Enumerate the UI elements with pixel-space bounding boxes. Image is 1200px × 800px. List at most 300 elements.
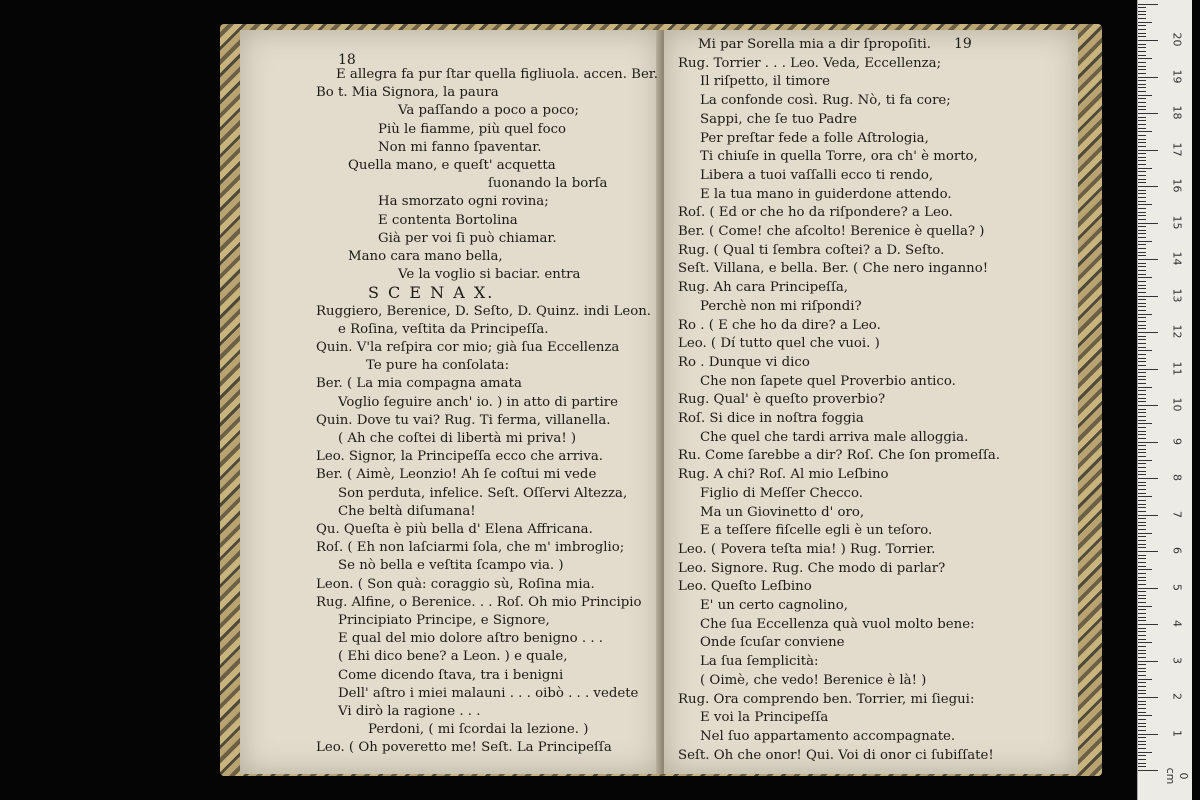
left-page-line: Leo. ( Oh poveretto me! Seſt. La Principeſſa <box>316 740 612 756</box>
ruler-tick <box>1138 47 1146 48</box>
left-page-line: Già per voi ſi può chiamar. <box>378 230 557 246</box>
left-page-line: Non mi fanno ſpaventar. <box>378 139 542 155</box>
ruler-tick <box>1138 325 1146 326</box>
right-page-line: E voi la Principeſſa <box>700 710 829 726</box>
measurement-ruler <box>1137 0 1192 800</box>
right-page-line: Il riſpetto, il timore <box>700 74 830 90</box>
ruler-tick <box>1138 719 1146 720</box>
ruler-tick <box>1138 160 1146 161</box>
ruler-tick <box>1138 726 1146 727</box>
ruler-tick <box>1138 361 1146 362</box>
ruler-tick <box>1138 150 1158 151</box>
right-page-line: Rug. ( Qual ti ſembra coſtei? a D. Seſto. <box>678 242 945 258</box>
ruler-label: 14 <box>1170 251 1184 266</box>
ruler-label: 8 <box>1170 474 1184 481</box>
ruler-label: 6 <box>1170 547 1184 554</box>
ruler-tick <box>1138 723 1146 724</box>
ruler-tick <box>1138 387 1152 388</box>
ruler-tick <box>1138 336 1146 337</box>
ruler-tick <box>1138 51 1146 52</box>
ruler-tick <box>1138 215 1146 216</box>
ruler-tick <box>1138 595 1146 596</box>
ruler-tick <box>1138 493 1146 494</box>
left-page-line: ſuonando la borſa <box>488 176 608 192</box>
ruler-tick <box>1138 128 1146 129</box>
ruler-tick <box>1138 171 1146 172</box>
left-page-line: Son perduta, infelice. Seſt. Oſſervi Altezza, <box>338 485 628 501</box>
ruler-tick <box>1138 551 1158 552</box>
ruler-tick <box>1138 609 1146 610</box>
ruler-tick <box>1138 347 1146 348</box>
ruler-tick <box>1138 704 1146 705</box>
ruler-tick <box>1138 190 1146 191</box>
ruler-tick <box>1138 730 1146 731</box>
ruler-tick <box>1138 321 1146 322</box>
left-page-line: Quella mano, e queſt' acquetta <box>348 158 556 173</box>
right-page-line: Rug. Torrier . . . Leo. Veda, Eccellenza; <box>678 55 942 71</box>
ruler-tick <box>1138 219 1146 220</box>
ruler-tick <box>1138 452 1146 453</box>
ruler-tick <box>1138 577 1146 578</box>
left-page-line: Principiato Principe, e Signore, <box>338 613 550 628</box>
left-page-line: Mano cara mano bella, <box>348 249 503 264</box>
ruler-tick <box>1138 197 1146 198</box>
ruler-tick <box>1138 515 1158 516</box>
ruler-tick <box>1138 113 1158 114</box>
left-page-line: E allegra fa pur ſtar quella figliuola. accen. Ber. <box>336 67 658 82</box>
ruler-tick <box>1138 259 1158 260</box>
ruler-tick <box>1138 624 1158 625</box>
ruler-tick <box>1138 763 1146 764</box>
left-page-line: Ber. ( Aimè, Leonzio! Ah ſe coſtui mi vede <box>316 467 597 483</box>
ruler-label: 18 <box>1170 105 1184 120</box>
ruler-tick <box>1138 18 1146 19</box>
ruler-tick <box>1138 566 1146 567</box>
right-page-line: Ro . ( E che ho da dire? a Leo. <box>678 317 881 333</box>
ruler-tick <box>1138 175 1146 176</box>
ruler-tick <box>1138 646 1146 647</box>
right-page-line: La confonde così. Rug. Nò, ti fa core; <box>700 93 951 109</box>
ruler-tick <box>1138 675 1146 676</box>
ruler-tick <box>1138 438 1146 439</box>
ruler-tick <box>1138 40 1158 41</box>
ruler-tick <box>1138 314 1152 315</box>
ruler-tick <box>1138 701 1146 702</box>
ruler-tick <box>1138 106 1146 107</box>
left-page-line: Qu. Queſta è più bella d' Elena Affricana. <box>316 522 593 537</box>
ruler-tick <box>1138 350 1152 351</box>
ruler-tick <box>1138 412 1146 413</box>
ruler-tick <box>1138 124 1146 125</box>
ruler-tick <box>1138 580 1146 581</box>
left-page-line: Rug. Alfine, o Berenice. . . Roſ. Oh mio Principio <box>316 594 642 610</box>
ruler-tick <box>1138 734 1158 735</box>
ruler-tick <box>1138 398 1146 399</box>
right-page-line: Per preſtar fede a folle Aſtrologia, <box>700 130 929 146</box>
ruler-tick <box>1138 445 1146 446</box>
ruler-tick <box>1138 617 1146 618</box>
ruler-tick <box>1138 394 1146 395</box>
ruler-tick <box>1138 474 1146 475</box>
ruler-tick <box>1138 427 1146 428</box>
right-page-line: Rug. A chi? Roſ. Al mio Leſbino <box>678 467 889 483</box>
ruler-label: 5 <box>1170 583 1184 591</box>
left-page-line: Leon. ( Son quà: coraggio sù, Roſina mia. <box>316 576 595 592</box>
ruler-tick <box>1138 274 1146 275</box>
ruler-tick <box>1138 657 1146 658</box>
ruler-tick <box>1138 142 1146 143</box>
right-page-line: Seſt. Oh che onor! Qui. Voi di onor ci ſubiſſate! <box>678 747 994 763</box>
ruler-tick <box>1138 157 1146 158</box>
ruler-tick <box>1138 544 1146 545</box>
ruler-tick <box>1138 401 1146 402</box>
ruler-tick <box>1138 343 1146 344</box>
ruler-tick <box>1138 653 1146 654</box>
ruler-tick <box>1138 485 1146 486</box>
ruler-label: 10 <box>1170 397 1184 412</box>
ruler-tick <box>1138 671 1146 672</box>
ruler-tick <box>1138 44 1146 45</box>
left-page-line: Leo. Signor, la Principeſſa ecco che arriva. <box>316 449 603 465</box>
ruler-tick <box>1138 153 1146 154</box>
left-page-line: Quin. V'la reſpira cor mio; già ſua Eccellenza <box>316 340 620 355</box>
ruler-tick <box>1138 230 1146 231</box>
left-page-line: Quin. Dove tu vai? Rug. Ti ferma, villanella. <box>316 412 611 428</box>
right-page-line: Rug. Qual' è queſto proverbio? <box>678 392 886 408</box>
left-page-line: Ha smorzato ogni rovina; <box>378 194 549 210</box>
ruler-label: 17 <box>1170 142 1184 156</box>
right-page-line: Ber. ( Come! che aſcolto! Berenice è quella? ) <box>678 224 985 239</box>
right-page-line: Figlio di Meſſer Checco. <box>700 485 863 501</box>
ruler-tick <box>1138 84 1146 85</box>
right-page-line: Mi par Sorella mia a dir ſpropoſiti. <box>698 37 931 52</box>
right-page-line: E' un certo cagnolino, <box>700 598 848 613</box>
ruler-tick <box>1138 339 1146 340</box>
ruler-tick <box>1138 690 1146 691</box>
ruler-tick <box>1138 540 1146 541</box>
ruler-tick <box>1138 555 1146 556</box>
ruler-tick <box>1138 376 1146 377</box>
ruler-tick <box>1138 248 1146 249</box>
ruler-label: 3 <box>1170 656 1184 664</box>
ruler-tick <box>1138 379 1146 380</box>
ruler-tick <box>1138 755 1146 756</box>
ruler-tick <box>1138 664 1146 665</box>
ruler-tick <box>1138 686 1146 687</box>
ruler-label: 13 <box>1170 288 1184 302</box>
ruler-tick <box>1138 255 1146 256</box>
ruler-tick <box>1138 390 1146 391</box>
ruler-tick <box>1138 536 1146 537</box>
ruler-tick <box>1138 697 1158 698</box>
ruler-tick <box>1138 62 1146 63</box>
ruler-tick <box>1138 588 1158 589</box>
ruler-tick <box>1138 354 1146 355</box>
right-page-line: Roſ. Si dice in noſtra foggia <box>678 411 864 426</box>
ruler-tick <box>1138 500 1146 501</box>
ruler-tick <box>1138 285 1146 286</box>
ruler-tick <box>1138 431 1146 432</box>
ruler-tick <box>1138 201 1146 202</box>
ruler-tick <box>1138 77 1158 78</box>
right-page-line: Ti chiuſe in quella Torre, ora ch' è morto, <box>700 149 978 165</box>
ruler-tick <box>1138 317 1146 318</box>
ruler-tick <box>1138 420 1146 421</box>
right-page-line: Leo. Signore. Rug. Che modo di parlar? <box>678 560 946 576</box>
ruler-tick <box>1138 602 1146 603</box>
ruler-tick <box>1138 668 1146 669</box>
left-page-line: Vi dirò la ragione . . . <box>338 704 481 719</box>
ruler-tick <box>1138 292 1146 293</box>
left-page-line: e Roſina, veſtita da Principeſſa. <box>338 321 549 337</box>
ruler-tick <box>1138 226 1146 227</box>
ruler-label: 19 <box>1170 69 1184 83</box>
ruler-tick <box>1138 766 1146 767</box>
ruler-tick <box>1138 482 1146 483</box>
ruler-tick <box>1138 409 1146 410</box>
ruler-tick <box>1138 712 1146 713</box>
ruler-label: 0 cm <box>1164 767 1190 785</box>
left-page-line: E qual del mio dolore aſtro benigno . . . <box>338 631 604 647</box>
left-page-line: Ruggiero, Berenice, D. Seſto, D. Quinz. indi Leon. <box>316 303 652 319</box>
ruler-tick <box>1138 139 1146 140</box>
ruler-tick <box>1138 770 1158 771</box>
ruler-tick <box>1138 533 1152 534</box>
ruler-tick <box>1138 117 1146 118</box>
ruler-tick <box>1138 95 1152 96</box>
ruler-tick <box>1138 66 1146 67</box>
ruler-tick <box>1138 241 1152 242</box>
right-page-line: ( Oimè, che vedo! Berenice è là! ) <box>700 672 927 688</box>
left-page-line: Come dicendo ſtava, tra i benigni <box>338 667 564 683</box>
ruler-tick <box>1138 416 1146 417</box>
ruler-tick <box>1138 33 1146 34</box>
right-page-line: Che non ſapete quel Proverbio antico. <box>700 373 956 389</box>
ruler-tick <box>1138 620 1146 621</box>
ruler-label: 4 <box>1170 620 1184 627</box>
ruler-tick <box>1138 496 1152 497</box>
ruler-tick <box>1138 11 1146 12</box>
ruler-tick <box>1138 423 1152 424</box>
right-page-line: Che quel che tardi arriva male alloggia. <box>700 429 969 445</box>
right-page-line: Rug. Ah cara Principeſſa, <box>678 280 849 296</box>
left-page-line: Roſ. ( Eh non laſciarmi ſola, che m' imbroglio; <box>316 540 625 556</box>
ruler-tick <box>1138 303 1146 304</box>
ruler-tick <box>1138 682 1146 683</box>
left-page-line: Va paſſando a poco a poco; <box>398 103 580 119</box>
left-page-line: ( Ah che coſtei di libertà mi priva! ) <box>338 431 577 446</box>
ruler-tick <box>1138 182 1146 183</box>
ruler-tick <box>1138 80 1146 81</box>
right-page-line: Leo. Queſto Leſbino <box>678 579 812 595</box>
page-number-right: 19 <box>954 36 972 52</box>
ruler-tick <box>1138 25 1146 26</box>
ruler-tick <box>1138 328 1146 329</box>
ruler-tick <box>1138 463 1146 464</box>
right-page-line: E a teſſere fiſcelle egli è un teſoro. <box>700 523 933 539</box>
ruler-tick <box>1138 715 1152 716</box>
ruler-label: 16 <box>1170 178 1184 193</box>
right-page-line: La ſua ſemplicità: <box>700 654 819 670</box>
ruler-tick <box>1138 73 1146 74</box>
ruler-tick <box>1138 299 1146 300</box>
left-page-line: E contenta Bortolina <box>378 212 518 228</box>
ruler-tick <box>1138 29 1146 30</box>
right-page-line: Leo. ( Dí tutto quel che vuoi. ) <box>678 336 880 352</box>
right-page-line: Ro . Dunque vi dico <box>678 354 810 370</box>
ruler-tick <box>1138 547 1146 548</box>
ruler-tick <box>1138 744 1146 745</box>
left-page-line: S C E N A X. <box>368 283 495 303</box>
ruler-tick <box>1138 708 1146 709</box>
ruler-tick <box>1138 233 1146 234</box>
ruler-tick <box>1138 679 1152 680</box>
ruler-tick <box>1138 332 1158 333</box>
ruler-tick <box>1138 661 1158 662</box>
ruler-tick <box>1138 358 1146 359</box>
right-page-line: Libera a tuoi vaſſalli ecco ti rendo, <box>700 167 934 183</box>
ruler-tick <box>1138 591 1146 592</box>
ruler-tick <box>1138 489 1146 490</box>
right-page-line: Seſt. Villana, e bella. Ber. ( Che nero inganno! <box>678 261 989 277</box>
ruler-tick <box>1138 737 1146 738</box>
ruler-tick <box>1138 504 1146 505</box>
ruler-tick <box>1138 507 1146 508</box>
ruler-tick <box>1138 471 1146 472</box>
ruler-tick <box>1138 518 1146 519</box>
ruler-tick <box>1138 168 1152 169</box>
ruler-tick <box>1138 569 1152 570</box>
left-page-line: Ve la voglio si baciar. entra <box>398 267 581 283</box>
ruler-label: 1 <box>1170 729 1184 737</box>
left-page-line: Te pure ha conſolata: <box>366 358 510 374</box>
ruler-tick <box>1138 642 1152 643</box>
ruler-tick <box>1138 36 1146 37</box>
ruler-tick <box>1138 449 1146 450</box>
ruler-tick <box>1138 606 1152 607</box>
ruler-tick <box>1138 212 1146 213</box>
ruler-tick <box>1138 131 1152 132</box>
right-page-line: Roſ. ( Ed or che ho da riſpondere? a Leo. <box>678 205 953 221</box>
ruler-tick <box>1138 277 1152 278</box>
ruler-tick <box>1138 208 1146 209</box>
ruler-tick <box>1138 467 1146 468</box>
ruler-tick <box>1138 281 1146 282</box>
ruler-label: 12 <box>1170 324 1184 339</box>
ruler-tick <box>1138 223 1158 224</box>
ruler-tick <box>1138 55 1146 56</box>
left-page-line: ( Ehi dico bene? a Leon. ) e quale, <box>338 649 568 665</box>
ruler-tick <box>1138 237 1146 238</box>
ruler-tick <box>1138 752 1152 753</box>
ruler-tick <box>1138 759 1146 760</box>
ruler-tick <box>1138 179 1146 180</box>
ruler-tick <box>1138 164 1146 165</box>
ruler-tick <box>1138 310 1146 311</box>
ruler-tick <box>1138 573 1146 574</box>
ruler-tick <box>1138 639 1146 640</box>
ruler-tick <box>1138 650 1146 651</box>
ruler-tick <box>1138 135 1146 136</box>
left-page-line: Bo t. Mia Signora, la paura <box>316 85 499 101</box>
right-page-line: Ru. Come ſarebbe a dir? Roſ. Che ſon promeſſa. <box>678 448 1001 464</box>
ruler-label: 15 <box>1170 215 1184 229</box>
left-page-line: Ber. ( La mia compagna amata <box>316 376 522 392</box>
ruler-tick <box>1138 562 1146 563</box>
ruler-label: 7 <box>1170 510 1184 518</box>
ruler-tick <box>1138 365 1146 366</box>
right-page-line: Sappi, che ſe tuo Padre <box>700 111 858 127</box>
right-page-line: Perchè non mi riſpondi? <box>700 298 862 314</box>
ruler-tick <box>1138 296 1158 297</box>
right-page-line: Ma un Giovinetto d' oro, <box>700 504 865 520</box>
ruler-tick <box>1138 244 1146 245</box>
right-page-line: Che ſua Eccellenza quà vuol molto bene: <box>700 616 975 632</box>
ruler-label: 9 <box>1170 437 1184 445</box>
ruler-tick <box>1138 263 1146 264</box>
ruler-tick <box>1138 558 1146 559</box>
ruler-tick <box>1138 7 1146 8</box>
ruler-tick <box>1138 748 1146 749</box>
ruler-tick <box>1138 306 1146 307</box>
left-page-line: Voglio ſeguire anch' io. ) in atto di partire <box>338 394 618 410</box>
ruler-label: 11 <box>1170 361 1184 375</box>
ruler-tick <box>1138 91 1146 92</box>
ruler-tick <box>1138 288 1146 289</box>
right-page-line: Leo. ( Povera teſta mia! ) Rug. Torrier. <box>678 541 936 557</box>
ruler-tick <box>1138 635 1146 636</box>
ruler-tick <box>1138 442 1158 443</box>
page-number-left: 18 <box>338 52 356 68</box>
ruler-tick <box>1138 270 1146 271</box>
left-page-line: Perdoni, ( mi ſcordai la lezione. ) <box>368 722 589 738</box>
left-page-line: Se nò bella e veſtita ſcampo via. ) <box>338 558 564 574</box>
ruler-tick <box>1138 405 1158 406</box>
ruler-tick <box>1138 58 1152 59</box>
ruler-tick <box>1138 613 1146 614</box>
right-page-line: Nel ſuo appartamento accompagnate. <box>700 728 956 744</box>
ruler-tick <box>1138 598 1146 599</box>
left-page-line: Che beltà diſumana! <box>338 503 476 519</box>
ruler-tick <box>1138 529 1146 530</box>
ruler-tick <box>1138 693 1146 694</box>
ruler-tick <box>1138 22 1152 23</box>
left-page-line: Più le fiamme, più quel foco <box>378 121 567 137</box>
ruler-tick <box>1138 266 1146 267</box>
ruler-tick <box>1138 4 1158 5</box>
ruler-tick <box>1138 146 1146 147</box>
left-page-line: Dell' aſtro i miei malauni . . . oibò . . . vedete <box>338 685 639 701</box>
ruler-label: 2 <box>1170 693 1184 700</box>
ruler-tick <box>1138 456 1146 457</box>
ruler-tick <box>1138 87 1146 88</box>
ruler-tick <box>1138 109 1146 110</box>
ruler-tick <box>1138 741 1146 742</box>
ruler-tick <box>1138 584 1146 585</box>
ruler-label: 20 <box>1170 32 1184 47</box>
ruler-tick <box>1138 69 1146 70</box>
ruler-tick <box>1138 186 1158 187</box>
ruler-tick <box>1138 628 1146 629</box>
ruler-tick <box>1138 434 1146 435</box>
ruler-tick <box>1138 14 1146 15</box>
ruler-tick <box>1138 120 1146 121</box>
ruler-tick <box>1138 369 1158 370</box>
ruler-tick <box>1138 204 1152 205</box>
right-page-line: Onde ſcuſar conviene <box>700 635 845 651</box>
ruler-tick <box>1138 522 1146 523</box>
ruler-tick <box>1138 98 1146 99</box>
